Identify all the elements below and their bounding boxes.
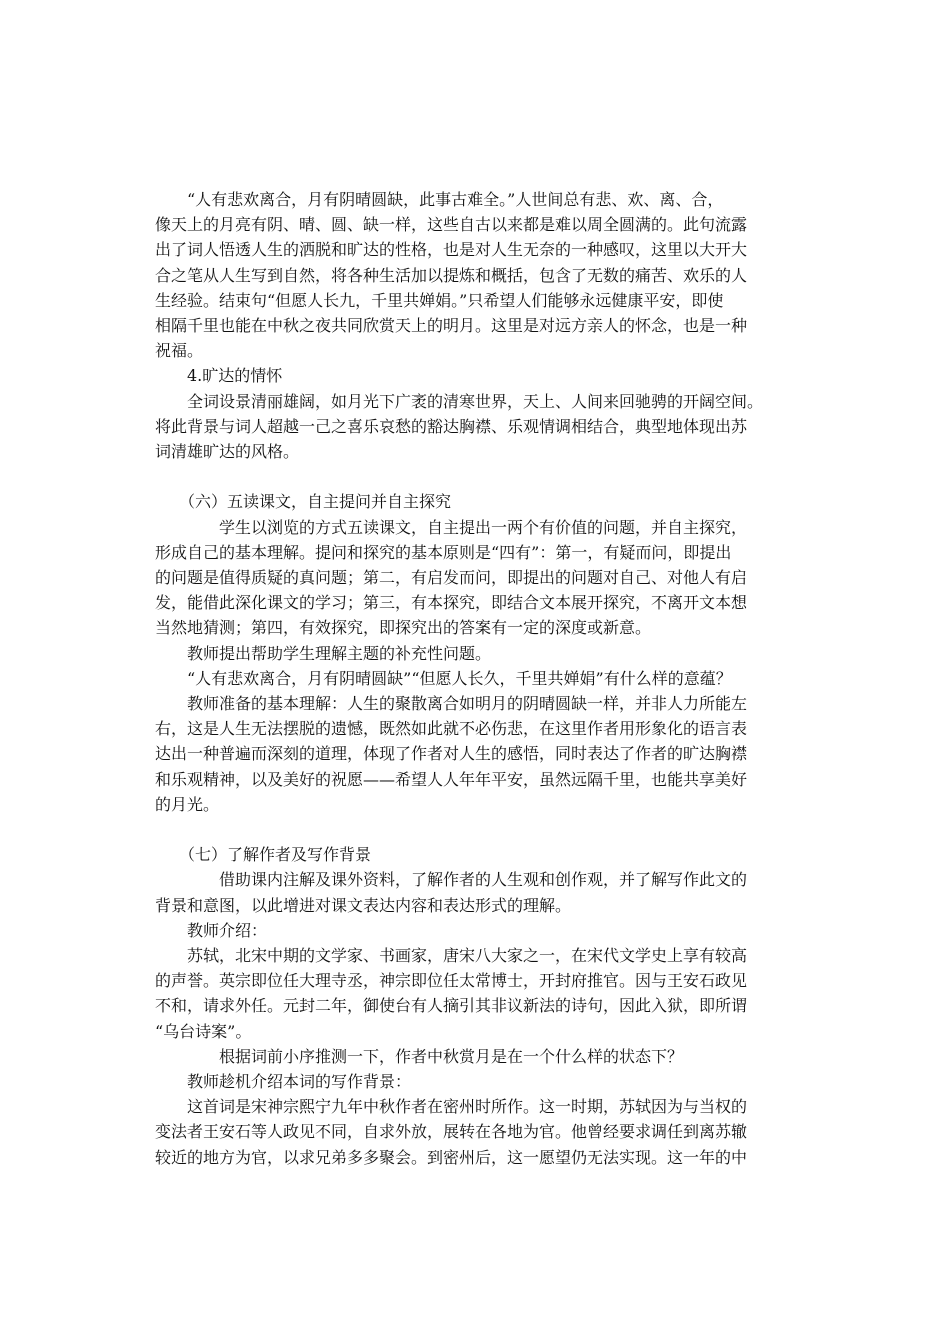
text-line: 的声誉。英宗即位任大理寺丞，神宗即位任太常博士，开封府推官。因与王安石政见 — [155, 971, 748, 991]
text-line: 发，能借此深化课文的学习；第三，有本探究，即结合文本展开探究，不离开文本想 — [155, 593, 748, 613]
text-line: “人有悲欢离合，月有阴晴圆缺”“但愿人长久，千里共婵娟”有什么样的意蕴？ — [155, 668, 732, 688]
text-line: “人有悲欢离合，月有阴晴圆缺，此事古难全。”人世间总有悲、欢、离、合， — [155, 190, 724, 209]
text-line: 右，这是人生无法摆脱的遗憾，既然如此就不必伤悲，在这里作者用形象化的语言表 — [155, 719, 748, 739]
text-line: 和乐观精神，以及美好的祝愿——希望人人年年平安，虽然远隔千里，也能共享美好 — [155, 769, 748, 789]
text-line: 变法者王安石等人政见不同，自求外放，展转在各地为官。他曾经要求调任到离苏辙 — [155, 1122, 748, 1142]
text-line: 不和，请求外任。元封二年，御使台有人摘引其非议新法的诗句，因此入狱，即所谓 — [155, 996, 748, 1016]
text-line: 这首词是宋神宗熙宁九年中秋作者在密州时所作。这一时期，苏轼因为与当权的 — [155, 1097, 748, 1117]
text-line: 合之笔从人生写到自然，将各种生活加以提炼和概括，包含了无数的痛苦、欢乐的人 — [155, 265, 748, 285]
text-line: 根据词前小序推测一下，作者中秋赏月是在一个什么样的状态下？ — [155, 1046, 684, 1066]
text-line: 形成自己的基本理解。提问和探究的基本原则是“四有”：第一，有疑而问，即提出 — [155, 542, 732, 562]
text-line: 借助课内注解及课外资料，了解作者的人生观和创作观，并了解写作此文的 — [155, 870, 748, 890]
text-line: 生经验。结束句“但愿人长九，千里共婵娟。”只希望人们能够永远健康平安，即使 — [155, 290, 724, 310]
text-line: 的问题是值得质疑的真问题；第二，有启发而问，即提出的问题对自己、对他人有启 — [155, 568, 748, 587]
text-line: “乌台诗案”。 — [155, 1021, 252, 1041]
text-line: 出了词人悟透人生的洒脱和旷达的性格，也是对人生无奈的一种感叹，这里以大开大 — [155, 240, 748, 260]
text-line: 教师提出帮助学生理解主题的补充性问题。 — [155, 643, 492, 663]
text-line: 背景和意图，以此增进对课文表达内容和表达形式的理解。 — [155, 895, 572, 915]
text-line: 的月光。 — [155, 794, 220, 814]
text-line: （六）五读课文，自主提问并自主探究 — [155, 492, 452, 512]
text-line: 像天上的月亮有阴、晴、圆、缺一样，这些自古以来都是难以周全圆满的。此句流露 — [155, 215, 748, 235]
text-line: 4.旷达的情怀 — [155, 366, 283, 386]
text-line: （七）了解作者及写作背景 — [155, 845, 372, 865]
text-line: 将此背景与词人超越一己之喜乐哀愁的豁达胸襟、乐观情调相结合，典型地体现出苏 — [155, 416, 748, 436]
text-line: 教师准备的基本理解：人生的聚散离合如明月的阴晴圆缺一样，并非人力所能左 — [155, 694, 748, 713]
text-line: 达出一种普遍而深刻的道理，体现了作者对人生的感悟，同时表达了作者的旷达胸襟 — [155, 744, 748, 764]
text-line: 教师趁机介绍本词的写作背景： — [155, 1072, 412, 1091]
text-line: 当然地猜测；第四，有效探究，即探究出的答案有一定的深度或新意。 — [155, 618, 652, 638]
text-line: 全词设景清丽雄阔，如月光下广袤的清寒世界，天上、人间来回驰骋的开阔空间。 — [155, 391, 764, 411]
text-line: 教师介绍： — [155, 920, 268, 940]
text-line: 词清雄旷达的风格。 — [155, 442, 300, 461]
text-line: 苏轼，北宋中期的文学家、书画家，唐宋八大家之一，在宋代文学史上享有较高 — [155, 946, 748, 965]
text-line: 学生以浏览的方式五读课文，自主提出一两个有价值的问题，并自主探究， — [155, 517, 748, 537]
text-line: 较近的地方为官，以求兄弟多多聚会。到密州后，这一愿望仍无法实现。这一年的中 — [155, 1147, 748, 1167]
text-line: 祝福。 — [155, 341, 204, 361]
text-line: 相隔千里也能在中秋之夜共同欣赏天上的明月。这里是对远方亲人的怀念，也是一种 — [155, 316, 748, 335]
